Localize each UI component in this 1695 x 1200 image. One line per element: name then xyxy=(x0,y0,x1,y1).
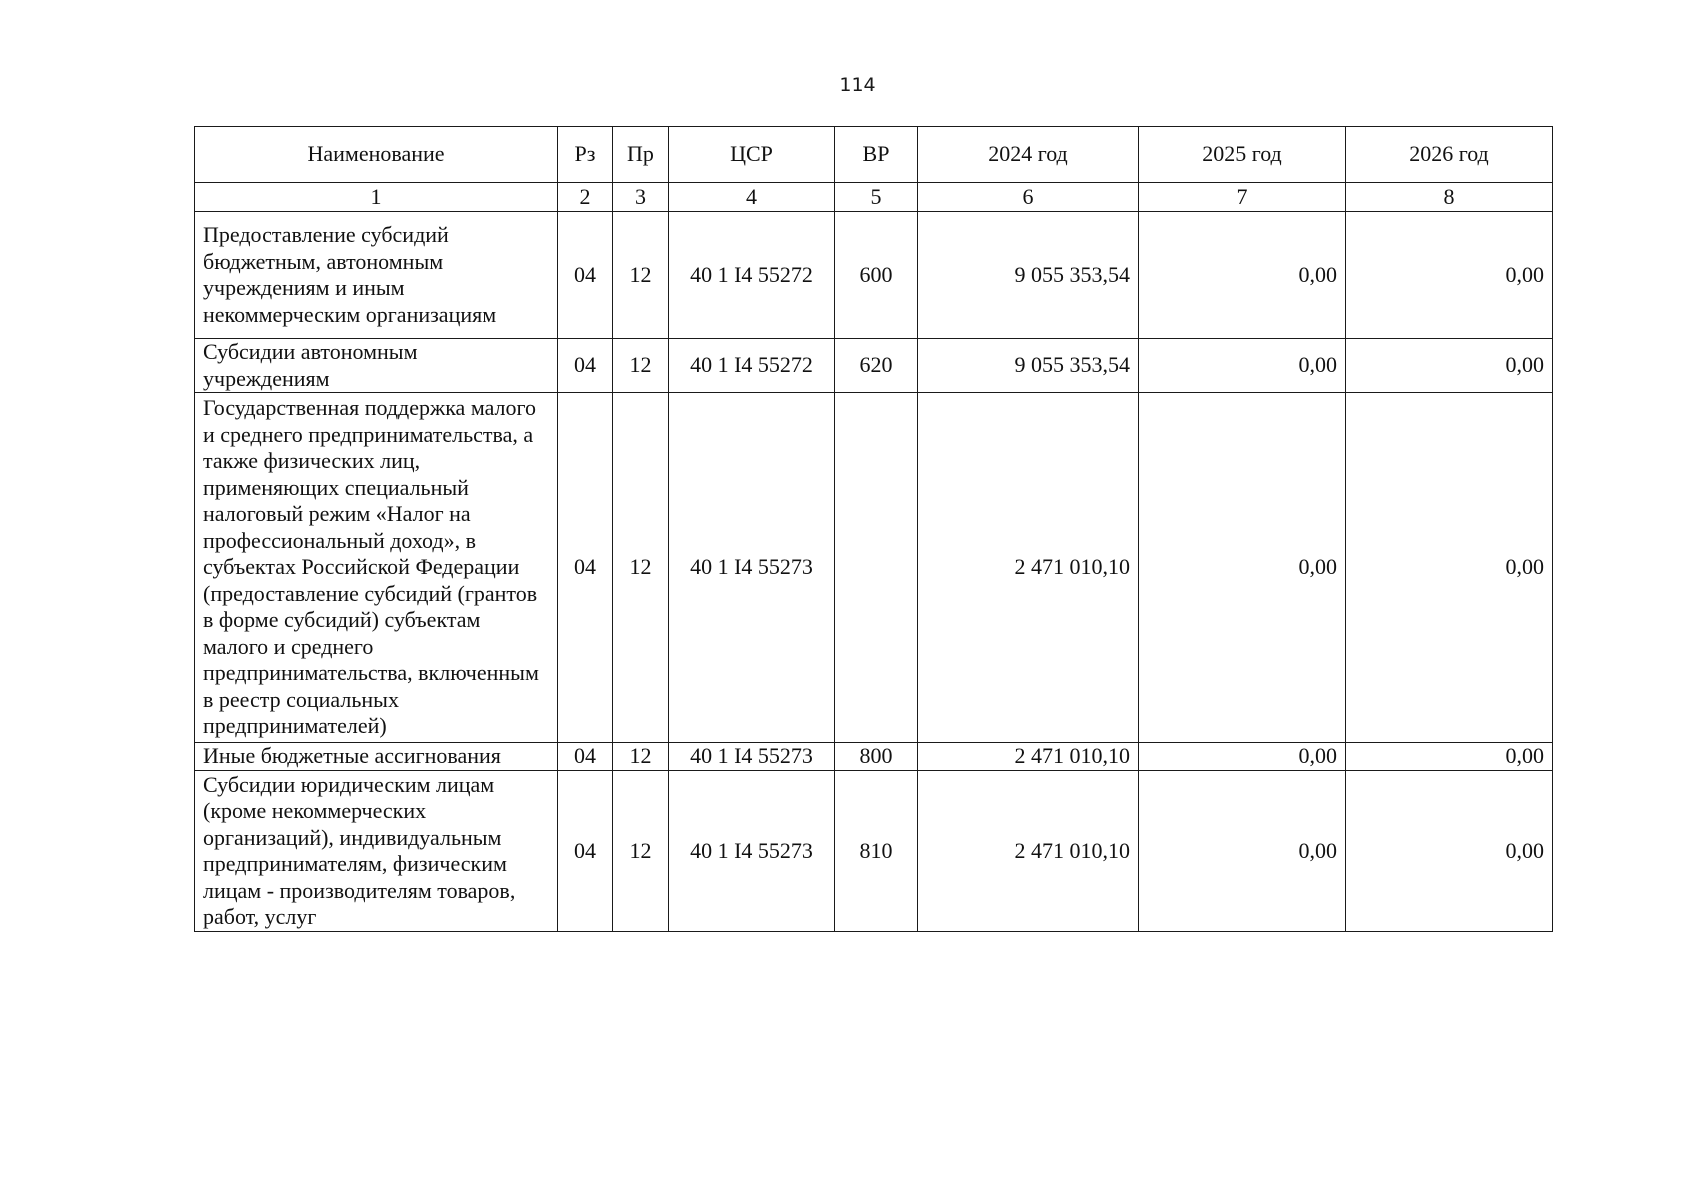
table-row xyxy=(195,212,1553,339)
row-amount-2026: 0,00 xyxy=(1346,743,1553,771)
header-2024: 2024 год xyxy=(918,127,1139,183)
header-vr: ВР xyxy=(835,127,918,183)
column-number: 2 xyxy=(558,183,613,212)
column-number: 8 xyxy=(1346,183,1553,212)
row-rz: 04 xyxy=(558,393,613,743)
row-vr: 810 xyxy=(835,771,918,932)
row-name: Иные бюджетные ассигнования xyxy=(195,743,558,771)
budget-table xyxy=(194,126,1553,932)
column-number-row xyxy=(195,183,1553,212)
row-name: Государственная поддержка малого и среднего предпринимательства, а также физических лиц, применяющих специальный налоговый режим «Налог на профессиональный доход», в субъектах Российской Федерации (предоставление субсидий (грантов в форме субсидий) субъектам малого и среднего предпринимательства, включенным в реестр социальных предпринимателей) xyxy=(195,393,558,743)
row-pr: 12 xyxy=(613,393,669,743)
row-amount-2025: 0,00 xyxy=(1139,743,1346,771)
row-pr: 12 xyxy=(613,743,669,771)
row-vr: 600 xyxy=(835,212,918,339)
header-row xyxy=(195,127,1553,183)
row-amount-2024: 2 471 010,10 xyxy=(918,393,1139,743)
row-pr: 12 xyxy=(613,212,669,339)
row-vr xyxy=(835,393,918,743)
row-name: Субсидии юридическим лицам (кроме некоммерческих организаций), индивидуальным предпринимателям, физическим лицам - производителям товаров, работ, услуг xyxy=(195,771,558,932)
row-name: Субсидии автономным учреждениям xyxy=(195,339,558,393)
row-amount-2024: 2 471 010,10 xyxy=(918,743,1139,771)
row-amount-2026: 0,00 xyxy=(1346,393,1553,743)
row-vr: 800 xyxy=(835,743,918,771)
column-number: 7 xyxy=(1139,183,1346,212)
page-number: 114 xyxy=(839,74,876,96)
row-csr: 40 1 I4 55273 xyxy=(669,743,835,771)
row-amount-2025: 0,00 xyxy=(1139,393,1346,743)
row-amount-2026: 0,00 xyxy=(1346,339,1553,393)
row-rz: 04 xyxy=(558,771,613,932)
row-amount-2025: 0,00 xyxy=(1139,212,1346,339)
row-rz: 04 xyxy=(558,212,613,339)
header-pr: Пр xyxy=(613,127,669,183)
row-amount-2026: 0,00 xyxy=(1346,212,1553,339)
column-number: 6 xyxy=(918,183,1139,212)
row-amount-2024: 9 055 353,54 xyxy=(918,212,1139,339)
header-2026: 2026 год xyxy=(1346,127,1553,183)
row-rz: 04 xyxy=(558,339,613,393)
table-row xyxy=(195,771,1553,932)
row-amount-2024: 2 471 010,10 xyxy=(918,771,1139,932)
header-2025: 2025 год xyxy=(1139,127,1346,183)
table-row xyxy=(195,393,1553,743)
table-row xyxy=(195,743,1553,771)
row-csr: 40 1 I4 55273 xyxy=(669,771,835,932)
row-amount-2024: 9 055 353,54 xyxy=(918,339,1139,393)
row-amount-2025: 0,00 xyxy=(1139,339,1346,393)
column-number: 4 xyxy=(669,183,835,212)
table-row xyxy=(195,339,1553,393)
column-number: 1 xyxy=(195,183,558,212)
header-name: Наименование xyxy=(195,127,558,183)
column-number: 3 xyxy=(613,183,669,212)
row-amount-2025: 0,00 xyxy=(1139,771,1346,932)
header-csr: ЦСР xyxy=(669,127,835,183)
row-csr: 40 1 I4 55272 xyxy=(669,212,835,339)
row-rz: 04 xyxy=(558,743,613,771)
row-csr: 40 1 I4 55273 xyxy=(669,393,835,743)
row-vr: 620 xyxy=(835,339,918,393)
row-pr: 12 xyxy=(613,339,669,393)
row-pr: 12 xyxy=(613,771,669,932)
header-rz: Рз xyxy=(558,127,613,183)
row-name: Предоставление субсидий бюджетным, автономным учреждениям и иным некоммерческим организациям xyxy=(195,212,558,339)
column-number: 5 xyxy=(835,183,918,212)
row-amount-2026: 0,00 xyxy=(1346,771,1553,932)
row-csr: 40 1 I4 55272 xyxy=(669,339,835,393)
